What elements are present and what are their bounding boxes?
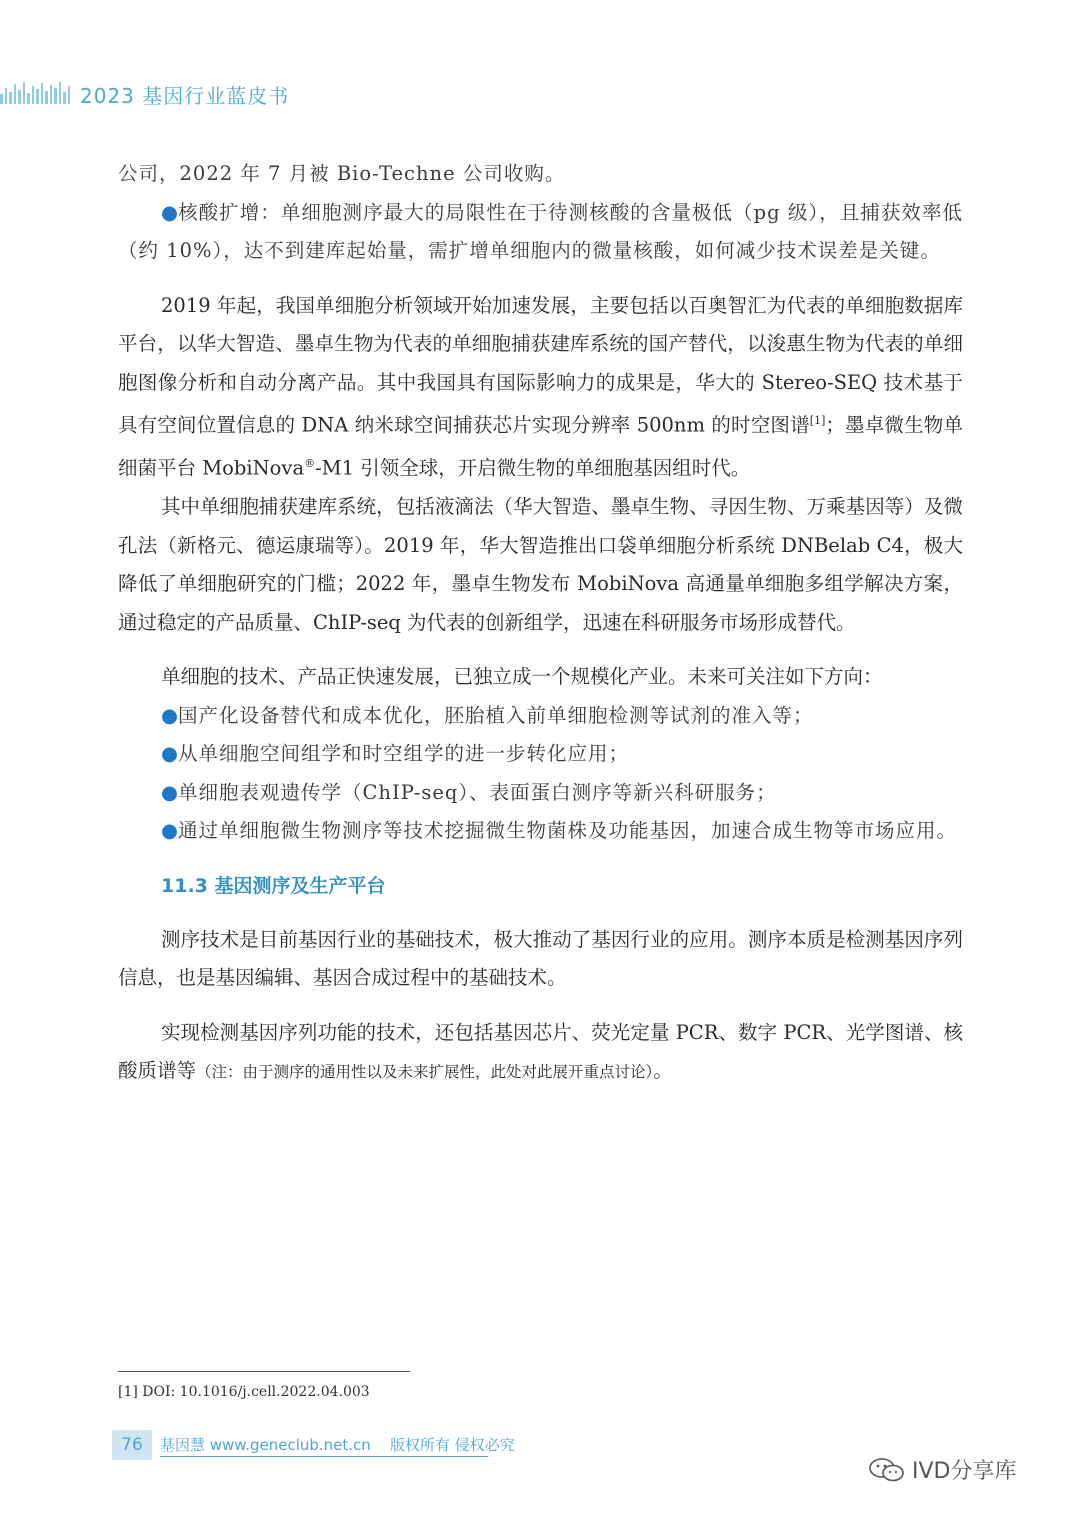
- watermark: [868, 1454, 1016, 1485]
- reference-1: [1]: [809, 414, 826, 427]
- footer-site-link[interactable]: 基因慧 www.geneclub.net.cn: [160, 1436, 371, 1454]
- paragraph-7: 实现检测基因序列功能的技术，还包括基因芯片、荧光定量 PCR、数字 PCR、光学图谱、核酸质谱等（注：由于测序的通用性以及未来扩展性，此处对此展开重点讨论）。: [118, 1020, 963, 1082]
- page-number: 76: [112, 1430, 152, 1460]
- paragraph-2: ●核酸扩增：单细胞测序最大的局限性在于待测核酸的含量极低（pg 级），且捕获效率低（约 10%），达不到建库起始量，需扩增单细胞内的微量核酸，如何减少技术误差是关键。: [118, 200, 964, 262]
- footnote: [1] DOI: 10.1016/j.cell.2022.04.003: [118, 1384, 370, 1400]
- paragraph-5: 单细胞的技术、产品正快速发展，已独立成一个规模化产业。未来可关注如下方向：: [161, 665, 883, 688]
- list-item: ●通过单细胞微生物测序等技术挖掘微生物菌株及功能基因，加速合成生物等市场应用。: [161, 819, 958, 842]
- watermark-text: IVD分享库: [912, 1459, 1017, 1484]
- page-footer: [112, 1430, 532, 1460]
- page-header: [0, 78, 1080, 108]
- list-item: ●单细胞表观遗传学（ChIP-seq）、表面蛋白测序等新兴科研服务；: [161, 780, 777, 804]
- paragraph-6: 测序技术是目前基因行业的基础技术，极大推动了基因行业的应用。测序本质是检测基因序列信息，也是基因编辑、基因合成过程中的基础技术。: [118, 927, 963, 989]
- footer-rights: 版权所有 侵权必究: [390, 1436, 515, 1454]
- paragraph-3: 2019 年起，我国单细胞分析领域开始加速发展，主要包括以百奥智汇为代表的单细胞数据库平台，以华大智造、墨卓生物为代表的单细胞捕获建库系统的国产替代，以浚惠生物为代表的单细胞图像分析和自动分离产品。其中我国具有国际影响力的成果是，华大的 Stereo-SEQ 技术基于具有空间位置信息的 DNA 纳米球空间捕获芯片实现分辨率 500nm 的时空图谱[1]；墨卓微生物单细菌平台 MobiNova®-M1 引领全球，开启微生物的单细胞基因组时代。: [118, 293, 963, 480]
- header-bars-decoration: [0, 80, 70, 104]
- note: （注：由于测序的通用性以及未来扩展性，此处对此展开重点讨论）: [196, 1063, 654, 1081]
- wechat-icon: [868, 1457, 906, 1483]
- paragraph-4: 其中单细胞捕获建库系统，包括液滴法（华大智造、墨卓生物、寻因生物、万乘基因等）及微孔法（新格元、德运康瑞等）。2019 年，华大智造推出口袋单细胞分析系统 DNBelab C4，极大降低了单细胞研究的门槛；2022 年，墨卓生物发布 MobiNova 高通量单细胞多组学解决方案，通过稳定的产品质量、ChIP-seq 为代表的创新组学，迅速在科研服务市场形成替代。: [118, 495, 963, 634]
- list-item: ●国产化设备替代和成本优化，胚胎植入前单细胞检测等试剂的准入等；: [161, 703, 814, 727]
- list-item: ●从单细胞空间组学和时空组学的进一步转化应用；: [161, 742, 630, 765]
- footnote-divider: [118, 1371, 410, 1372]
- footer-divider: [160, 1456, 488, 1457]
- bullet-dot: ●: [161, 200, 179, 224]
- section-title: 11.3 基因测序及生产平台: [161, 874, 386, 897]
- header-title: 2023 基因行业蓝皮书: [80, 84, 290, 108]
- paragraph-1: 公司，2022 年 7 月被 Bio-Techne 公司收购。: [118, 162, 566, 185]
- page-content: [118, 155, 963, 1092]
